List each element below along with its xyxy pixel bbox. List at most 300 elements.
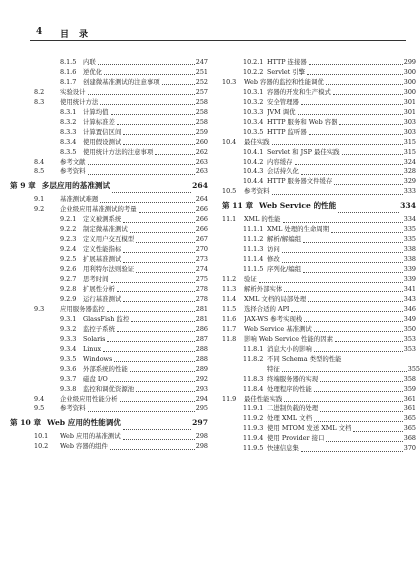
toc-entry-number: 8.3.5 bbox=[60, 147, 77, 156]
toc-entry-page: 257 bbox=[195, 87, 208, 96]
toc-entry-number: 11.7 bbox=[222, 324, 237, 333]
toc-entry-page: 281 bbox=[195, 314, 208, 323]
toc-entry-title: 使用统计方法 bbox=[60, 97, 99, 106]
toc-entry-number: 9.2.5 bbox=[60, 255, 77, 264]
toc-entry-page: 288 bbox=[195, 354, 208, 363]
toc-subsection bbox=[28, 315, 208, 325]
toc-entry-number: 9.2.4 bbox=[60, 245, 77, 254]
toc-section bbox=[222, 395, 416, 405]
toc-entry-number: 11.8.1 bbox=[243, 344, 264, 353]
toc-left-column bbox=[0, 58, 212, 452]
toc-section bbox=[222, 78, 416, 88]
toc-entry-number: 11.6 bbox=[222, 314, 237, 323]
toc-leader bbox=[320, 411, 403, 412]
toc-entry-number: 10.4.4 bbox=[243, 177, 264, 186]
toc-entry-number: 9.3.1 bbox=[60, 314, 77, 323]
toc-entry-page: 339 bbox=[403, 275, 416, 284]
toc-subsection bbox=[222, 177, 416, 187]
toc-entry-number: 11.1.2 bbox=[243, 235, 264, 244]
toc-entry-page: 275 bbox=[195, 275, 208, 284]
toc-entry-page: 286 bbox=[195, 324, 208, 333]
toc-leader bbox=[100, 202, 194, 203]
toc-entry-page: 333 bbox=[403, 187, 416, 196]
toc-entry-page: 303 bbox=[403, 117, 416, 126]
toc-subsection bbox=[222, 265, 416, 275]
toc-entry-page: 301 bbox=[403, 107, 416, 116]
toc-leader bbox=[88, 94, 195, 95]
toc-subsection bbox=[222, 355, 416, 365]
toc-entry-page: 266 bbox=[195, 225, 208, 234]
toc-entry-page: 329 bbox=[403, 177, 416, 186]
toc-entry-page: 315 bbox=[403, 147, 416, 156]
toc-entry-number: 8.3.3 bbox=[60, 127, 77, 136]
toc-entry-page: 303 bbox=[403, 127, 416, 136]
toc-entry-title: Linux bbox=[83, 344, 102, 353]
toc-entry-number: 9.1 bbox=[34, 195, 45, 204]
toc-entry-title: 逆优化 bbox=[83, 67, 103, 76]
toc-section bbox=[28, 395, 208, 405]
toc-entry-page: 294 bbox=[195, 394, 208, 403]
toc-entry-number: 9.2.2 bbox=[60, 225, 77, 234]
toc-entry-number: 9.3 bbox=[34, 304, 45, 313]
toc-entry-page: 292 bbox=[195, 374, 208, 383]
toc-entry-title: 运行基准测试 bbox=[83, 294, 122, 303]
toc-subsection bbox=[222, 108, 416, 118]
toc-entry-page: 368 bbox=[403, 434, 416, 443]
toc-entry-number: 11.9.5 bbox=[243, 444, 264, 453]
toc-entry-number: 10.4 bbox=[222, 137, 237, 146]
toc-entry-number: 10.3.3 bbox=[243, 107, 264, 116]
toc-entry-page: 298 bbox=[195, 442, 208, 451]
toc-subsection bbox=[222, 148, 416, 158]
toc-entry-page: 301 bbox=[403, 97, 416, 106]
toc-entry-number: 10.4.1 bbox=[243, 147, 264, 156]
toc-leader bbox=[117, 124, 195, 125]
toc-chapter bbox=[222, 197, 416, 215]
toc-entry-page: 260 bbox=[195, 137, 208, 146]
toc-entry-page: 278 bbox=[195, 294, 208, 303]
toc-entry-number: 9.3.4 bbox=[60, 344, 77, 353]
toc-subsection bbox=[28, 245, 208, 255]
toc-subsection bbox=[222, 88, 416, 98]
toc-leader bbox=[333, 94, 403, 95]
toc-leader bbox=[123, 262, 194, 263]
toc-leader bbox=[123, 429, 191, 430]
toc-entry-page: 298 bbox=[195, 432, 208, 441]
toc-entry-title: 定义用户交互模型 bbox=[83, 235, 135, 244]
toc-leader bbox=[284, 401, 402, 402]
toc-entry-page: 262 bbox=[195, 147, 208, 156]
toc-leader bbox=[282, 262, 403, 263]
toc-leader bbox=[272, 194, 403, 195]
toc-section bbox=[222, 335, 416, 345]
toc-entry-page: 328 bbox=[403, 167, 416, 176]
toc-entry-page: 341 bbox=[403, 285, 416, 294]
toc-section bbox=[28, 98, 208, 108]
toc-entry-page: 259 bbox=[195, 127, 208, 136]
toc-entry-number: 第 11 章 bbox=[222, 201, 254, 211]
toc-entry-page: 274 bbox=[195, 265, 208, 274]
toc-entry-title: 处理程序的性能 bbox=[267, 384, 312, 393]
toc-leader bbox=[88, 411, 195, 412]
toc-entry-page: 343 bbox=[403, 294, 416, 303]
toc-entry-title: 使用 MTOM 发送 XML 文档 bbox=[267, 424, 352, 433]
toc-entry-page: 281 bbox=[195, 304, 208, 313]
toc-entry-number: 9.2.3 bbox=[60, 235, 77, 244]
toc-leader bbox=[104, 74, 195, 75]
toc-entry-page: 300 bbox=[403, 87, 416, 96]
toc-entry-number: 第 9 章 bbox=[10, 181, 36, 191]
toc-entry-number: 11.8.3 bbox=[243, 374, 264, 383]
toc-leader bbox=[314, 421, 403, 422]
toc-entry-title: 最佳实践 bbox=[244, 137, 270, 146]
toc-entry-number: 11.1.4 bbox=[243, 255, 264, 264]
toc-subsection bbox=[222, 375, 416, 385]
toc-entry-number: 11.1.3 bbox=[243, 245, 264, 254]
toc-section bbox=[28, 442, 208, 452]
toc-entry-number: 9.2.9 bbox=[60, 294, 77, 303]
toc-leader bbox=[107, 341, 194, 342]
toc-entry-title: 访问 bbox=[267, 245, 280, 254]
toc-leader bbox=[326, 441, 402, 442]
toc-leader bbox=[339, 124, 402, 125]
toc-entry-number: 8.3.2 bbox=[60, 117, 77, 126]
toc-entry-page: 252 bbox=[195, 77, 208, 86]
toc-entry-title: 计算标准差 bbox=[83, 117, 115, 126]
toc-entry-page: 346 bbox=[403, 304, 416, 313]
toc-entry-page: 361 bbox=[403, 394, 416, 403]
toc-entry-page: 355 bbox=[407, 364, 420, 373]
toc-entry-title: Web 容器的监控和性能调优 bbox=[244, 77, 324, 86]
toc-subsection bbox=[28, 385, 208, 395]
toc-leader bbox=[123, 252, 194, 253]
toc-entry-page: 288 bbox=[195, 344, 208, 353]
toc-entry-number: 9.2.7 bbox=[60, 275, 77, 284]
toc-entry-page: 266 bbox=[195, 205, 208, 214]
toc-leader bbox=[326, 84, 403, 85]
toc-entry-number: 9.3.6 bbox=[60, 364, 77, 373]
toc-leader bbox=[117, 291, 195, 292]
toc-leader bbox=[120, 401, 195, 402]
toc-entry-number: 第 10 章 bbox=[10, 418, 42, 428]
toc-leader bbox=[114, 361, 194, 362]
toc-entry-page: 258 bbox=[195, 107, 208, 116]
toc-entry-page: 353 bbox=[403, 334, 416, 343]
toc-entry-title: Web Service 的性能 bbox=[259, 201, 337, 211]
toc-entry-title: HTTP 连接器 bbox=[267, 58, 307, 66]
toc-section bbox=[222, 215, 416, 225]
toc-leader bbox=[335, 341, 403, 342]
toc-section bbox=[222, 305, 416, 315]
toc-entry-title: 验证 bbox=[244, 275, 257, 284]
toc-subsection bbox=[222, 98, 416, 108]
toc-subsection bbox=[28, 108, 208, 118]
toc-entry-title: 参考资料 bbox=[60, 404, 86, 413]
toc-entry-number: 9.2 bbox=[34, 205, 45, 214]
toc-subsection bbox=[28, 215, 208, 225]
toc-section bbox=[222, 295, 416, 305]
toc-entry-number: 11.8.2 bbox=[243, 354, 264, 363]
toc-section bbox=[28, 432, 208, 442]
toc-entry-page: 335 bbox=[403, 225, 416, 234]
toc-entry-title: HTTP 服务和 Web 容器 bbox=[267, 117, 338, 126]
toc-leader bbox=[331, 232, 403, 233]
toc-leader bbox=[304, 321, 403, 322]
toc-leader bbox=[309, 134, 403, 135]
toc-subsection bbox=[28, 118, 208, 128]
toc-entry-number: 11.9 bbox=[222, 394, 237, 403]
toc-entry-page: 300 bbox=[403, 77, 416, 86]
toc-subsection bbox=[28, 68, 208, 78]
toc-leader bbox=[295, 164, 403, 165]
toc-section bbox=[222, 187, 416, 197]
toc-entry-title: 消息大小的影响 bbox=[267, 344, 312, 353]
toc-subsection bbox=[28, 225, 208, 235]
toc-entry-number: 11.3 bbox=[222, 285, 237, 294]
toc-entry-number: 8.1.6 bbox=[60, 67, 77, 76]
toc-subsection bbox=[28, 78, 208, 88]
toc-entry-title: 修改 bbox=[267, 255, 280, 264]
toc-subsection bbox=[222, 167, 416, 177]
toc-leader bbox=[123, 144, 194, 145]
toc-subsection bbox=[28, 295, 208, 305]
toc-entry-page: 365 bbox=[403, 424, 416, 433]
toc-entry-number: 10.2.2 bbox=[243, 67, 264, 76]
toc-subsection bbox=[222, 424, 416, 434]
toc-subsection bbox=[222, 345, 416, 355]
toc-section bbox=[28, 158, 208, 168]
toc-entry-page: 338 bbox=[403, 255, 416, 264]
toc-section bbox=[28, 404, 208, 414]
toc-leader bbox=[259, 282, 403, 283]
toc-leader bbox=[283, 222, 403, 223]
toc-entry-title: Solaris bbox=[83, 334, 106, 343]
toc-subsection bbox=[28, 138, 208, 148]
toc-leader bbox=[136, 391, 195, 392]
toc-entry-title: 思考时间 bbox=[83, 275, 109, 284]
toc-section bbox=[222, 285, 416, 295]
toc-subsection bbox=[222, 128, 416, 138]
toc-entry-title: JVM 调优 bbox=[267, 107, 296, 116]
toc-leader bbox=[298, 114, 403, 115]
toc-entry-title: 实验设计 bbox=[60, 87, 86, 96]
toc-entry-title: 二进制负载的处理 bbox=[267, 404, 319, 413]
toc-entry-page: 334 bbox=[400, 201, 416, 211]
toc-leader bbox=[88, 164, 195, 165]
toc-leader bbox=[123, 222, 194, 223]
toc-entry-number: 8.1.5 bbox=[60, 58, 77, 66]
toc-entry-number: 9.3.3 bbox=[60, 334, 77, 343]
toc-entry-number: 11.1.5 bbox=[243, 265, 264, 274]
toc-entry-page: 335 bbox=[403, 235, 416, 244]
toc-subsection bbox=[28, 235, 208, 245]
toc-leader bbox=[111, 282, 195, 283]
toc-section bbox=[222, 325, 416, 335]
toc-leader bbox=[342, 154, 403, 155]
toc-leader bbox=[130, 232, 195, 233]
toc-entry-number: 11.8.4 bbox=[243, 384, 264, 393]
toc-entry-title: 基准测试难题 bbox=[60, 195, 99, 204]
toc-entry-page: 324 bbox=[403, 157, 416, 166]
toc-leader bbox=[301, 451, 403, 452]
page-number: 4 bbox=[36, 27, 43, 37]
toc-entry-title: 会话持久化 bbox=[267, 167, 299, 176]
toc-entry-page: 258 bbox=[195, 97, 208, 106]
toc-entry-number: 9.3.7 bbox=[60, 374, 77, 383]
toc-entry-title: 参考资料 bbox=[244, 187, 270, 196]
toc-entry-number: 9.2.8 bbox=[60, 285, 77, 294]
toc-entry-title: 多层应用的基准测试 bbox=[41, 181, 111, 191]
toc-entry-page: 334 bbox=[403, 215, 416, 224]
toc-entry-number: 8.3 bbox=[34, 97, 45, 106]
toc-entry-number: 9.2.1 bbox=[60, 215, 77, 224]
toc-section bbox=[222, 315, 416, 325]
toc-leader bbox=[88, 174, 195, 175]
toc-leader bbox=[282, 252, 403, 253]
toc-entry-number: 8.2 bbox=[34, 87, 45, 96]
toc-entry-title: 定义被测系统 bbox=[83, 215, 122, 224]
toc-entry-page: 247 bbox=[195, 58, 208, 66]
toc-entry-number: 11.8 bbox=[222, 334, 237, 343]
toc-subsection bbox=[222, 414, 416, 424]
toc-leader bbox=[320, 381, 403, 382]
toc-entry-title: 磁盘 I/O bbox=[83, 374, 108, 383]
toc-subsection bbox=[222, 404, 416, 414]
toc-entry-title: JAX-WS 参考实现栈 bbox=[244, 314, 303, 323]
toc-entry-number: 10.3.4 bbox=[243, 117, 264, 126]
toc-entry-number: 9.3.2 bbox=[60, 324, 77, 333]
toc-entry-page: 300 bbox=[403, 67, 416, 76]
toc-entry-title: 参考文献 bbox=[60, 157, 86, 166]
toc-section bbox=[28, 305, 208, 315]
toc-leader bbox=[307, 74, 403, 75]
toc-entry-number: 11.2 bbox=[222, 275, 237, 284]
toc-subsection bbox=[28, 355, 208, 365]
toc-subsection bbox=[28, 265, 208, 275]
toc-entry-number: 8.3.1 bbox=[60, 107, 77, 116]
toc-entry-page: 359 bbox=[403, 384, 416, 393]
toc-leader bbox=[301, 174, 403, 175]
toc-entry-number: 9.3.5 bbox=[60, 354, 77, 363]
toc-leader bbox=[314, 351, 403, 352]
toc-section bbox=[28, 195, 208, 205]
toc-entry-page: 339 bbox=[403, 265, 416, 274]
toc-entry-title: 企业级应用基准测试的考量 bbox=[60, 205, 137, 214]
toc-leader bbox=[130, 371, 195, 372]
toc-leader bbox=[314, 331, 403, 332]
toc-entry-page: 264 bbox=[195, 195, 208, 204]
toc-entry-title: 处理 XML 文档 bbox=[267, 414, 312, 423]
toc-subsection bbox=[222, 434, 416, 444]
toc-subsection bbox=[222, 118, 416, 128]
toc-leader bbox=[353, 431, 402, 432]
toc-entry-number: 11.9.3 bbox=[243, 424, 264, 433]
toc-entry-title: 安全管理器 bbox=[267, 97, 299, 106]
toc-subsection bbox=[28, 325, 208, 335]
toc-entry-number: 9.5 bbox=[34, 404, 45, 413]
toc-entry-number: 8.4 bbox=[34, 157, 45, 166]
toc-entry-page: 287 bbox=[195, 334, 208, 343]
toc-entry-title: Web 应用的性能调优 bbox=[47, 418, 121, 428]
toc-entry-page: 361 bbox=[403, 404, 416, 413]
toc-entry-title: 扩展性分析 bbox=[83, 285, 115, 294]
toc-entry-title: Web 应用的基准测试 bbox=[60, 432, 121, 441]
page-header bbox=[0, 0, 420, 40]
toc-subsection bbox=[28, 148, 208, 158]
toc-entry-page: 264 bbox=[192, 181, 208, 191]
toc-leader bbox=[284, 291, 402, 292]
toc-entry-title: 扩展基准测试 bbox=[83, 255, 122, 264]
toc-entry-number: 9.2.6 bbox=[60, 265, 77, 274]
toc-leader bbox=[98, 64, 195, 65]
toc-entry-page: 266 bbox=[195, 215, 208, 224]
toc-entry-title: HTTP 服务器文件缓存 bbox=[267, 177, 333, 186]
toc-entry-page: 365 bbox=[403, 414, 416, 423]
toc-entry-page: 263 bbox=[195, 167, 208, 176]
toc-leader bbox=[136, 242, 195, 243]
toc-entry-continuation bbox=[222, 365, 420, 375]
toc-entry-title: 内容缓存 bbox=[267, 157, 293, 166]
toc-entry-title: 快速信息集 bbox=[267, 444, 299, 453]
toc-entry-title: XML 文档的局部处理 bbox=[244, 294, 307, 303]
toc-subsection bbox=[222, 68, 416, 78]
toc-entry-number: 11.1.1 bbox=[243, 225, 264, 234]
toc-section bbox=[28, 88, 208, 98]
toc-leader bbox=[282, 365, 407, 372]
toc-entry-title: Servlet 和 JSP 最佳实践 bbox=[267, 147, 340, 156]
toc-leader bbox=[303, 272, 403, 273]
toc-entry-number: 9.3.8 bbox=[60, 384, 77, 393]
toc-leader bbox=[100, 104, 194, 105]
toc-entry-title: 特征 bbox=[267, 364, 280, 373]
toc-leader bbox=[112, 192, 191, 193]
toc-entry-page: 293 bbox=[195, 384, 208, 393]
toc-section bbox=[28, 205, 208, 215]
toc-entry-page: 278 bbox=[195, 285, 208, 294]
toc-leader bbox=[314, 391, 403, 392]
toc-entry-title: Windows bbox=[83, 354, 113, 363]
toc-leader bbox=[123, 301, 194, 302]
toc-subsection bbox=[28, 255, 208, 265]
toc-entry-number: 8.3.4 bbox=[60, 137, 77, 146]
toc-entry-page: 295 bbox=[195, 404, 208, 413]
toc-leader bbox=[107, 311, 195, 312]
toc-leader bbox=[110, 449, 195, 450]
toc-leader bbox=[301, 104, 403, 105]
toc-entry-title: GlassFish 监控 bbox=[83, 314, 130, 323]
toc-leader bbox=[139, 212, 195, 213]
toc-entry-number: 11.1 bbox=[222, 215, 237, 224]
toc-subsection bbox=[28, 335, 208, 345]
toc-entry-page: 267 bbox=[195, 235, 208, 244]
toc-leader bbox=[309, 64, 403, 65]
toc-entry-page: 263 bbox=[195, 157, 208, 166]
toc-entry-number: 11.9.2 bbox=[243, 414, 264, 423]
toc-entry-page: 338 bbox=[403, 245, 416, 254]
toc-entry-title: XML 处理的生命周期 bbox=[267, 225, 330, 234]
toc-entry-title: 创建微基准测试的注意事项 bbox=[83, 77, 160, 86]
toc-section bbox=[222, 275, 416, 285]
toc-entry-number: 8.5 bbox=[34, 167, 45, 176]
toc-entry-title: 用利特尔法则验证 bbox=[83, 265, 135, 274]
toc-chapter bbox=[10, 414, 208, 432]
toc-entry-page: 370 bbox=[403, 444, 416, 453]
toc-subsection bbox=[28, 285, 208, 295]
toc-entry-title: 内联 bbox=[83, 58, 96, 66]
toc-entry-title: 参考资料 bbox=[60, 167, 86, 176]
toc-entry-page: 350 bbox=[403, 324, 416, 333]
toc-entry-title: 计算均值 bbox=[83, 107, 109, 116]
